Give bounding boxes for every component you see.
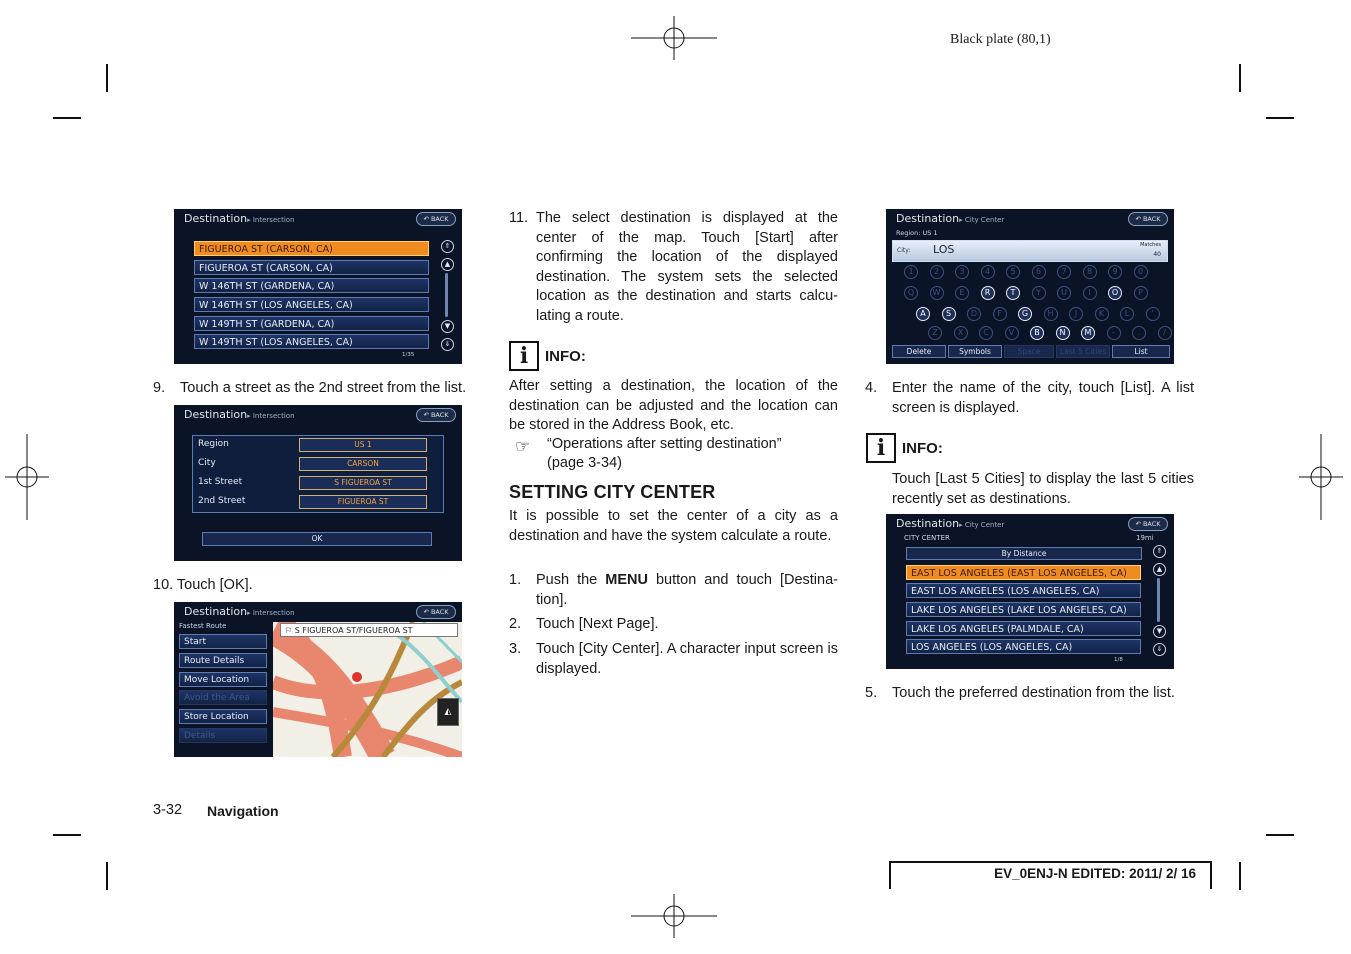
list-item[interactable]: W 149TH ST (LOS ANGELES, CA)	[194, 334, 429, 349]
reference-icon: ☞	[515, 437, 531, 456]
sort-button[interactable]: By Distance	[906, 547, 1142, 560]
row-label: 2nd Street	[198, 496, 246, 506]
crop-mark	[53, 117, 81, 119]
list-item[interactable]: W 149TH ST (GARDENA, CA)	[194, 316, 429, 331]
info-text: After setting a destination, the location of the destination can be adjusted and the location can be stored in the Address Book, etc.	[509, 378, 838, 433]
screen-title: Destination▸ Intersection	[184, 212, 295, 225]
crop-mark	[53, 834, 81, 836]
page-number: 3-32	[153, 802, 183, 818]
step-4	[865, 379, 1195, 419]
scroll-down-icon[interactable]: ▼	[1153, 625, 1166, 638]
key-symbol[interactable]: '	[1146, 307, 1160, 321]
crop-mark	[1239, 862, 1241, 890]
key-8[interactable]: 8	[1083, 265, 1097, 279]
section-title: SETTING CITY CENTER	[509, 482, 716, 502]
plate-label: Black plate (80,1)	[950, 32, 1051, 47]
page-up-icon[interactable]: ⇑	[1153, 545, 1166, 558]
distance-unit: 19mi	[1136, 534, 1154, 542]
crop-mark	[1266, 117, 1294, 119]
section-intro: It is possible to set the center of a city as a destination and have the system calculate a route.	[509, 508, 838, 544]
key-a[interactable]: A	[916, 307, 930, 321]
key-g[interactable]: G	[1018, 307, 1032, 321]
key-e[interactable]: E	[955, 286, 969, 300]
city-input-screen	[886, 209, 1174, 364]
key-k[interactable]: K	[1095, 307, 1109, 321]
key-j[interactable]: J	[1069, 307, 1083, 321]
list-item[interactable]: FIGUEROA ST (CARSON, CA)	[194, 260, 429, 275]
key-t[interactable]: T	[1006, 286, 1020, 300]
list-item[interactable]: LAKE LOS ANGELES (PALMDALE, CA)	[906, 621, 1141, 636]
step-number: 5.	[865, 685, 878, 701]
step-text: Touch the preferred destination from the list.	[892, 685, 1175, 701]
crop-mark	[1239, 64, 1241, 92]
flag-icon: ⚐	[285, 626, 295, 635]
page-count: 1/8	[1114, 657, 1123, 663]
step-text: Enter the name of the city, touch [List]. A list screen is displayed.	[892, 380, 1194, 416]
list-item[interactable]: EAST LOS ANGELES (EAST LOS ANGELES, CA)	[906, 565, 1141, 580]
last-5-cities-button[interactable]: Last 5 Cities	[1056, 345, 1110, 358]
list-item[interactable]: LOS ANGELES (LOS ANGELES, CA)	[906, 639, 1141, 654]
key-5[interactable]: 5	[1006, 265, 1020, 279]
key-n[interactable]: N	[1056, 326, 1070, 340]
list-item[interactable]: LAKE LOS ANGELES (LAKE LOS ANGELES, CA)	[906, 602, 1141, 617]
section-name: Navigation	[207, 803, 279, 819]
step-3	[509, 640, 839, 680]
info-icon: i	[509, 341, 539, 371]
back-button[interactable]: ↶ BACK	[416, 408, 456, 422]
avoid-area-button[interactable]: Avoid the Area	[179, 690, 267, 705]
info-heading	[866, 433, 943, 463]
list-item[interactable]: EAST LOS ANGELES (LOS ANGELES, CA)	[906, 583, 1141, 598]
key-s[interactable]: S	[942, 307, 956, 321]
key-u[interactable]: U	[1057, 286, 1071, 300]
key-b[interactable]: B	[1030, 326, 1044, 340]
key-0[interactable]: 0	[1134, 265, 1148, 279]
screen-title: Destination▸ Intersection	[184, 408, 295, 421]
key-c[interactable]: C	[979, 326, 993, 340]
first-street-value[interactable]: S FIGUEROA ST	[299, 476, 427, 490]
intersection-summary-screen	[174, 405, 462, 561]
reference-line-2[interactable]: (page 3-34)	[547, 455, 622, 471]
step-5	[865, 684, 1200, 704]
region-value[interactable]: US 1	[299, 438, 427, 452]
scroll-down-icon[interactable]: ▼	[441, 320, 454, 333]
back-button[interactable]: ↶ BACK	[416, 605, 456, 619]
step-text: Touch [Next Page].	[536, 616, 659, 632]
step-text: The select destination is displayed at the center of the map. Touch [Start] after confirming the location of the displayed destination. The system sets the selected location as the destination and starts calcu-lating a route.	[536, 210, 838, 324]
city-field-label: City:	[897, 247, 911, 254]
key-q[interactable]: Q	[904, 286, 918, 300]
key-d[interactable]: D	[967, 307, 981, 321]
key-w[interactable]: W	[930, 286, 944, 300]
key-f[interactable]: F	[993, 307, 1007, 321]
scroll-up-icon[interactable]: ▲	[1153, 563, 1166, 576]
list-button[interactable]: List	[1112, 345, 1170, 358]
step-number: 3.	[509, 641, 522, 657]
key-6[interactable]: 6	[1032, 265, 1046, 279]
key-y[interactable]: Y	[1032, 286, 1046, 300]
crop-mark	[106, 862, 108, 890]
key-p[interactable]: P	[1134, 286, 1148, 300]
registration-mark-right	[1299, 434, 1343, 520]
row-label: Region	[198, 439, 229, 449]
second-street-value[interactable]: FIGUEROA ST	[299, 495, 427, 509]
key-h[interactable]: H	[1044, 307, 1058, 321]
map-view[interactable]	[273, 622, 462, 757]
back-button[interactable]: ↶ BACK	[416, 212, 456, 226]
list-item[interactable]: W 146TH ST (GARDENA, CA)	[194, 278, 429, 293]
info-text: Touch [Last 5 Cities] to display the last 5 cities recently set as destinations.	[892, 471, 1194, 507]
info-label: INFO:	[545, 347, 586, 365]
list-header-label: CITY CENTER	[904, 534, 950, 542]
key-z[interactable]: Z	[928, 326, 942, 340]
store-location-button[interactable]: Store Location	[179, 709, 267, 724]
character-keyboard	[886, 209, 1174, 344]
step-text: Push the MENU button and touch [Destina-tion].	[536, 572, 838, 608]
step-number: 9.	[153, 380, 166, 396]
key-symbol[interactable]: .	[1132, 326, 1146, 340]
matches-label: Matches	[1140, 242, 1161, 248]
registration-mark-bottom	[631, 894, 717, 938]
page-down-icon[interactable]: ⇓	[441, 338, 454, 351]
step-text: Touch [City Center]. A character input screen is displayed.	[536, 641, 838, 677]
step-1	[509, 571, 839, 611]
move-location-button[interactable]: Move Location	[179, 672, 267, 687]
back-button[interactable]: ↶ BACK	[1128, 212, 1168, 226]
info-icon: i	[866, 433, 896, 463]
ok-button[interactable]: OK	[202, 532, 432, 546]
screen-title: Destination▸ City Center	[896, 212, 1005, 225]
key-7[interactable]: 7	[1057, 265, 1071, 279]
row-label: 1st Street	[198, 477, 243, 487]
scroll-up-icon[interactable]: ▲	[441, 258, 454, 271]
key-4[interactable]: 4	[981, 265, 995, 279]
registration-mark-left	[5, 434, 49, 520]
route-details-button[interactable]: Route Details	[179, 653, 267, 668]
key-symbol[interactable]: /	[1158, 326, 1172, 340]
key-2[interactable]: 2	[930, 265, 944, 279]
key-9[interactable]: 9	[1108, 265, 1122, 279]
step-number: 4.	[865, 380, 878, 396]
symbols-button[interactable]: Symbols	[948, 345, 1002, 358]
back-button[interactable]: ↶ BACK	[1128, 517, 1168, 531]
info-label: INFO:	[902, 439, 943, 457]
registration-mark-top	[631, 16, 717, 60]
delete-button[interactable]: Delete	[892, 345, 946, 358]
key-x[interactable]: X	[954, 326, 968, 340]
city-field-value: LOS	[933, 243, 955, 256]
key-r[interactable]: R	[981, 286, 995, 300]
step-2	[509, 615, 839, 635]
street-list-screen	[174, 209, 462, 364]
city-value[interactable]: CARSON	[299, 457, 427, 471]
start-button[interactable]: Start	[179, 634, 267, 649]
step-10: 10. Touch [OK].	[153, 577, 253, 593]
key-m[interactable]: M	[1081, 326, 1095, 340]
page-count: 1/35	[402, 352, 415, 358]
step-number: 11.	[509, 210, 529, 226]
row-label: City	[198, 458, 216, 468]
info-heading	[509, 341, 586, 371]
scrollbar[interactable]	[445, 273, 448, 317]
step-text: Touch a street as the 2nd street from the list.	[180, 380, 467, 396]
step-number: 2.	[509, 616, 522, 632]
route-label: Fastest Route	[179, 622, 227, 630]
edit-info-box	[889, 861, 1212, 889]
region-label: Region: US 1	[896, 229, 938, 237]
space-button[interactable]: Space	[1004, 345, 1054, 358]
step-9	[153, 379, 488, 399]
page-up-icon[interactable]: ⇑	[441, 240, 454, 253]
compass-icon[interactable]: ◭	[437, 698, 459, 726]
screen-title: Destination▸ City Center	[896, 517, 1005, 530]
step-number: 1.	[509, 572, 522, 588]
key-i[interactable]: I	[1083, 286, 1097, 300]
street-banner: ⚐ S FIGUEROA ST/FIGUEROA ST	[280, 623, 458, 637]
key-o[interactable]: O	[1108, 286, 1122, 300]
city-list-screen	[886, 514, 1174, 669]
key-v[interactable]: V	[1005, 326, 1019, 340]
matches-count: 40	[1153, 251, 1161, 258]
key-3[interactable]: 3	[955, 265, 969, 279]
details-button[interactable]: Details	[179, 728, 267, 743]
scrollbar[interactable]	[1157, 578, 1160, 622]
page-down-icon[interactable]: ⇓	[1153, 643, 1166, 656]
screen-title: Destination▸ Intersection	[184, 605, 295, 618]
key-l[interactable]: L	[1120, 307, 1134, 321]
edit-info: EV_0ENJ-N EDITED: 2011/ 2/ 16	[994, 866, 1196, 881]
step-11	[509, 209, 839, 327]
reference-line-1[interactable]: “Operations after setting destination”	[547, 436, 782, 452]
list-item[interactable]: FIGUEROA ST (CARSON, CA)	[194, 241, 429, 256]
list-item[interactable]: W 146TH ST (LOS ANGELES, CA)	[194, 297, 429, 312]
key-symbol[interactable]: -	[1107, 326, 1121, 340]
crop-mark	[1266, 834, 1294, 836]
route-map-screen	[174, 602, 462, 757]
key-1[interactable]: 1	[904, 265, 918, 279]
crop-mark	[106, 64, 108, 92]
